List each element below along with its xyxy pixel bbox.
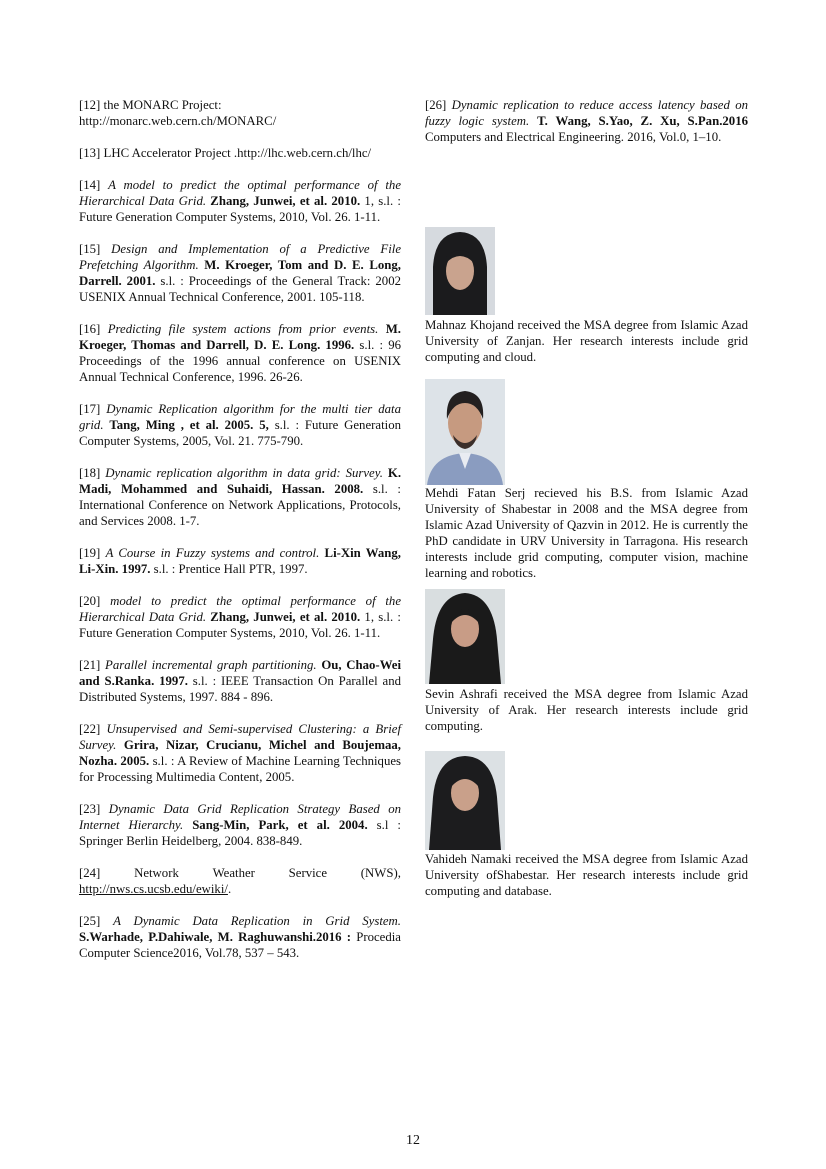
reference-22: [22] Unsupervised and Semi-supervised Clustering: a Brief Survey. Grira, Nizar, Crucianu, Michel and Boujemaa, Nozha. 2005. s.l. : A Review of Machine Learning Techniques for Processing Multimedia Content, 2005. (79, 722, 402, 784)
references-right-column (425, 97, 748, 161)
reference-title: Predicting file system actions from prior events. (107, 322, 379, 336)
portrait-icon (425, 379, 505, 485)
reference-authors: Grira, Nizar, Crucianu, Michel and Boujemaa, Nozha. 2005. (79, 738, 401, 768)
reference-20: [20] model to predict the optimal performance of the Hierarchical Data Grid. Zhang, Junwei, et al. 2010. 1, s.l. : Future Generation Computer Systems, 2010, Vol. 26. 1-11. (79, 594, 402, 640)
portrait-icon (425, 227, 495, 315)
author-bio-3: Sevin Ashrafi received the MSA degree from Islamic Azad University of Arak. Her research interests include grid computing. (425, 589, 748, 739)
reference-authors: T. Wang, S.Yao, Z. Xu, S.Pan.2016 (537, 114, 748, 128)
reference-title: Unsupervised and Semi-supervised Clustering: a Brief Survey. (79, 722, 402, 752)
reference-title: A model to predict the optimal performance of the Hierarchical Data Grid. (79, 178, 401, 208)
reference-title: Parallel incremental graph partitioning. (105, 658, 317, 672)
reference-authors: M. Kroeger, Thomas and Darrell, D. E. Long. 1996. (79, 322, 401, 352)
reference-authors: Zhang, Junwei, et al. 2010. (210, 610, 361, 624)
author-bio-1: Mahnaz Khojand received the MSA degree from Islamic Azad University of Zanjan. Her research interests include grid computing and cloud. (425, 227, 748, 367)
author-bio-2: Mehdi Fatan Serj recieved his B.S. from Islamic Azad University of Shabestar in 2008 and the MSA degree from Islamic Azad University of Qazvin in 2012. He is currently the PhD candidate in URV University in Tarragona. His research interests include grid computing, computer vision, machine learning and robotics. (425, 379, 748, 584)
reference-title: Dynamic Replication algorithm for the multi tier data grid. (79, 402, 401, 432)
reference-25: [25] A Dynamic Data Replication in Grid System. S.Warhade, P.Dahiwale, M. Raghuwanshi.2016 : Procedia Computer Science2016, Vol.78, 537 – 543. (79, 914, 401, 960)
reference-url[interactable]: http://monarc.web.cern.ch/MONARC/ (79, 114, 277, 128)
reference-authors: Tang, Ming , et al. 2005. 5, (109, 418, 269, 432)
reference-title: A Dynamic Data Replication in Grid System. (113, 914, 401, 928)
reference-authors: Ou, Chao-Wei and S.Ranka. 1997. (79, 658, 402, 688)
reference-authors: S.Warhade, P.Dahiwale, M. Raghuwanshi.2016 : (79, 930, 352, 944)
portrait-icon (425, 751, 505, 850)
reference-12: [12] the MONARC Project: http://monarc.web.cern.ch/MONARC/ (79, 98, 277, 128)
reference-23: [23] Dynamic Data Grid Replication Strategy Based on Internet Hierarchy. Sang-Min, Park, et al. 2004. s.l : Springer Berlin Heidelberg, 2004. 838-849. (79, 802, 401, 848)
reference-authors: Li-Xin Wang, Li-Xin. 1997. (79, 546, 401, 576)
references-left-column (79, 97, 401, 977)
reference-authors: M. Kroeger, Tom and D. E. Long, Darrell. 2001. (79, 258, 401, 288)
reference-15: [15] Design and Implementation of a Predictive File Prefetching Algorithm. M. Kroeger, Tom and D. E. Long, Darrell. 2001. s.l. : Proceedings of the General Track: 2002 USENIX Annual Technical Conference, 2001. 105-118. (79, 242, 402, 304)
reference-title: model to predict the optimal performance of the Hierarchical Data Grid. (79, 594, 402, 624)
reference-title: Dynamic Data Grid Replication Strategy Based on Internet Hierarchy. (79, 802, 401, 832)
reference-authors: Sang-Min, Park, et al. 2004. (192, 818, 368, 832)
reference-authors: K. Madi, Mohammed and Suhaidi, Hassan. 2008. (79, 466, 402, 496)
reference-18: [18] Dynamic replication algorithm in data grid: Survey. K. Madi, Mohammed and Suhaidi, Hassan. 2008. s.l. : International Conference on Network Applications, Protocols, and Services 2008. 1-7. (79, 466, 402, 528)
author-bio-4: Vahideh Namaki received the MSA degree from Islamic Azad University ofShabestar. Her research interests include grid computing and database. (425, 751, 748, 901)
page-number: 12 (406, 1133, 420, 1148)
reference-14: [14] A model to predict the optimal performance of the Hierarchical Data Grid. Zhang, Junwei, et al. 2010. 1, s.l. : Future Generation Computer Systems, 2010, Vol. 26. 1-11. (79, 178, 401, 224)
reference-24: [24] Network Weather Service (NWS), http://nws.cs.ucsb.edu/ewiki/. (79, 866, 401, 896)
reference-title: Dynamic replication algorithm in data grid: Survey. (105, 466, 383, 480)
author-photo (425, 379, 505, 485)
reference-17: [17] Dynamic Replication algorithm for the multi tier data grid. Tang, Ming , et al. 2005. 5, s.l. : Future Generation Computer Systems, 2005, Vol. 21. 775-790. (79, 402, 401, 448)
author-photo (425, 227, 495, 315)
author-photo (425, 751, 505, 850)
reference-title: A Course in Fuzzy systems and control. (105, 546, 320, 560)
reference-19: [19] A Course in Fuzzy systems and control. Li-Xin Wang, Li-Xin. 1997. s.l. : Prentice Hall PTR, 1997. (79, 546, 401, 576)
portrait-icon (425, 589, 505, 684)
reference-title: Dynamic replication to reduce access latency based on fuzzy logic system. (425, 98, 748, 128)
reference-21: [21] Parallel incremental graph partitioning. Ou, Chao-Wei and S.Ranka. 1997. s.l. : IEEE Transaction On Parallel and Distributed Systems, 1997. 884 - 896. (79, 658, 402, 704)
reference-url[interactable]: http://nws.cs.ucsb.edu/ewiki/ (79, 882, 228, 896)
reference-13: [13] LHC Accelerator Project .http://lhc.web.cern.ch/lhc/ (79, 146, 372, 160)
author-photo (425, 589, 505, 684)
reference-title: Design and Implementation of a Predictive File Prefetching Algorithm. (79, 242, 402, 272)
reference-26: [26] Dynamic replication to reduce access latency based on fuzzy logic system. T. Wang, S.Yao, Z. Xu, S.Pan.2016 Computers and Electrical Engineering. 2016, Vol.0, 1–10. (425, 98, 748, 144)
reference-authors: Zhang, Junwei, et al. 2010. (210, 194, 361, 208)
reference-16: [16] Predicting file system actions from prior events. M. Kroeger, Thomas and Darrell, D. E. Long. 1996. s.l. : 96 Proceedings of the 1996 annual conference on USENIX Annual Technical Conference, 1996. 26-26. (79, 322, 402, 384)
